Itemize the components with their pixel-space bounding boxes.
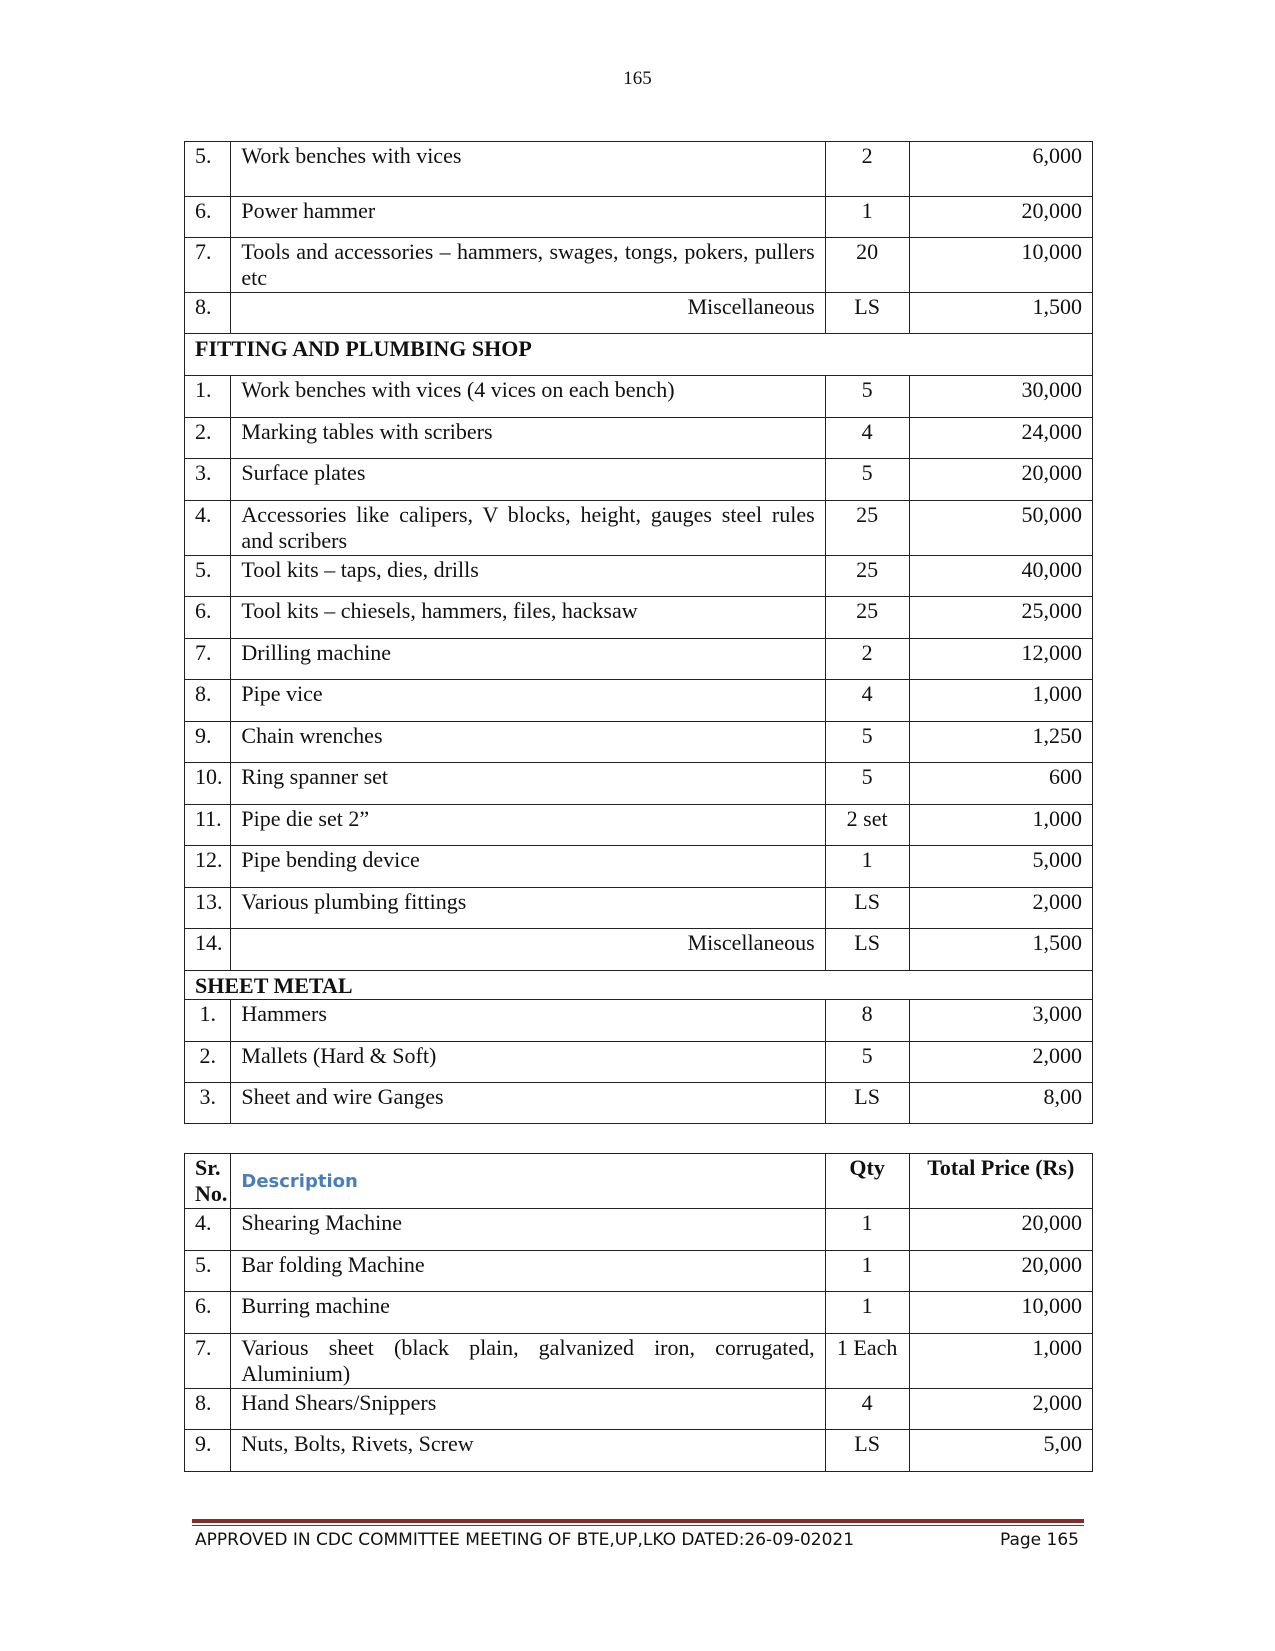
header-qty: Qty: [825, 1154, 909, 1209]
table-row: [185, 376, 1093, 418]
qty-cell: LS: [825, 1083, 909, 1124]
qty-cell: 25: [825, 501, 909, 556]
price-cell: 1,250: [909, 722, 1092, 763]
sr-no-cell: 7.: [185, 639, 231, 680]
qty-cell: 4: [825, 1389, 909, 1430]
header-sr-no: Sr. No.: [185, 1154, 231, 1209]
price-cell: 1,000: [909, 805, 1092, 846]
qty-cell: LS: [825, 1430, 909, 1472]
table-row: [185, 805, 1093, 846]
table-row: [185, 763, 1093, 805]
table-row: [185, 1430, 1093, 1472]
sr-no-cell: 9.: [185, 722, 231, 763]
description-cell: Ring spanner set: [231, 763, 825, 805]
table-row: [185, 1334, 1093, 1389]
footer-rule-thick: [192, 1519, 1084, 1523]
price-cell: 10,000: [909, 1292, 1092, 1334]
price-cell: 1,500: [909, 293, 1092, 334]
table-row: [185, 1389, 1093, 1430]
footer-page-number: Page 165: [999, 1530, 1079, 1550]
description-cell: Various sheet (black plain, galvanized iron, corrugated, Aluminium): [231, 1334, 825, 1389]
description-cell: Miscellaneous: [231, 293, 825, 334]
description-cell: Pipe die set 2”: [231, 805, 825, 846]
price-cell: 6,000: [909, 142, 1092, 197]
qty-cell: 5: [825, 1042, 909, 1083]
qty-cell: 1: [825, 846, 909, 888]
sr-no-cell: 6.: [185, 197, 231, 238]
price-cell: 24,000: [909, 418, 1092, 459]
table-header-row: [185, 1154, 1093, 1209]
table-row: [185, 238, 1093, 293]
price-cell: 1,500: [909, 929, 1092, 971]
table-row: [185, 1000, 1093, 1042]
sr-no-cell: 14.: [185, 929, 231, 971]
sr-no-cell: 12.: [185, 846, 231, 888]
qty-cell: 20: [825, 238, 909, 293]
table-row: [185, 1292, 1093, 1334]
description-cell: Drilling machine: [231, 639, 825, 680]
qty-cell: 1: [825, 1292, 909, 1334]
sr-no-cell: 11.: [185, 805, 231, 846]
description-cell: Accessories like calipers, V blocks, height, gauges steel rules and scribers: [231, 501, 825, 556]
qty-cell: 25: [825, 556, 909, 597]
price-cell: 20,000: [909, 1209, 1092, 1251]
table-row: [185, 1251, 1093, 1292]
description-cell: Miscellaneous: [231, 929, 825, 971]
description-cell: Hand Shears/Snippers: [231, 1389, 825, 1430]
sr-no-cell: 6.: [185, 1292, 231, 1334]
table-row: [185, 1209, 1093, 1251]
description-cell: Chain wrenches: [231, 722, 825, 763]
qty-cell: 5: [825, 376, 909, 418]
price-cell: 30,000: [909, 376, 1092, 418]
description-cell: Hammers: [231, 1000, 825, 1042]
description-cell: Power hammer: [231, 197, 825, 238]
qty-cell: 5: [825, 459, 909, 501]
section-heading-row: [185, 971, 1093, 1000]
table-row: [185, 888, 1093, 929]
page-number-top: 165: [623, 68, 652, 89]
description-cell: Pipe vice: [231, 680, 825, 722]
price-cell: 2,000: [909, 888, 1092, 929]
sr-no-cell: 5.: [185, 142, 231, 197]
sr-no-cell: 8.: [185, 680, 231, 722]
price-cell: 5,000: [909, 846, 1092, 888]
header-description: Description: [231, 1154, 825, 1209]
description-cell: Pipe bending device: [231, 846, 825, 888]
table-row: [185, 501, 1093, 556]
table-row: [185, 722, 1093, 763]
qty-cell: LS: [825, 929, 909, 971]
price-cell: 20,000: [909, 1251, 1092, 1292]
description-cell: Work benches with vices: [231, 142, 825, 197]
section-heading-row: [185, 334, 1093, 376]
price-cell: 600: [909, 763, 1092, 805]
price-cell: 2,000: [909, 1389, 1092, 1430]
header-total-price: Total Price (Rs): [909, 1154, 1092, 1209]
qty-cell: 1: [825, 197, 909, 238]
sr-no-cell: 5.: [185, 1251, 231, 1292]
equipment-table-2: [184, 1153, 1093, 1472]
qty-cell: 8: [825, 1000, 909, 1042]
qty-cell: 1 Each: [825, 1334, 909, 1389]
sr-no-cell: 2.: [185, 418, 231, 459]
table-row: [185, 680, 1093, 722]
description-cell: Various plumbing fittings: [231, 888, 825, 929]
table-row: [185, 418, 1093, 459]
sr-no-cell: 5.: [185, 556, 231, 597]
equipment-table-1: [184, 141, 1093, 1124]
description-cell: Tools and accessories – hammers, swages, tongs, pokers, pullers etc: [231, 238, 825, 293]
description-cell: Surface plates: [231, 459, 825, 501]
price-cell: 40,000: [909, 556, 1092, 597]
qty-cell: 1: [825, 1251, 909, 1292]
sr-no-cell: 4.: [185, 1209, 231, 1251]
price-cell: 1,000: [909, 680, 1092, 722]
footer-approval-text: APPROVED IN CDC COMMITTEE MEETING OF BTE,UP,LKO DATED:26-09-02021: [195, 1530, 855, 1550]
table-row: [185, 293, 1093, 334]
description-cell: Work benches with vices (4 vices on each bench): [231, 376, 825, 418]
description-cell: Shearing Machine: [231, 1209, 825, 1251]
sr-no-cell: 1.: [185, 1000, 231, 1042]
qty-cell: LS: [825, 888, 909, 929]
section-heading: FITTING AND PLUMBING SHOP: [185, 334, 1093, 376]
price-cell: 20,000: [909, 197, 1092, 238]
description-cell: Tool kits – taps, dies, drills: [231, 556, 825, 597]
sr-no-cell: 13.: [185, 888, 231, 929]
sr-no-cell: 7.: [185, 1334, 231, 1389]
sr-no-cell: 8.: [185, 1389, 231, 1430]
sr-no-cell: 9.: [185, 1430, 231, 1472]
description-cell: Tool kits – chiesels, hammers, files, hacksaw: [231, 597, 825, 639]
sr-no-cell: 7.: [185, 238, 231, 293]
qty-cell: 2 set: [825, 805, 909, 846]
price-cell: 8,00: [909, 1083, 1092, 1124]
qty-cell: 5: [825, 763, 909, 805]
description-cell: Marking tables with scribers: [231, 418, 825, 459]
sr-no-cell: 10.: [185, 763, 231, 805]
sr-no-cell: 3.: [185, 1083, 231, 1124]
sr-no-cell: 4.: [185, 501, 231, 556]
price-cell: 3,000: [909, 1000, 1092, 1042]
description-cell: Bar folding Machine: [231, 1251, 825, 1292]
qty-cell: 4: [825, 418, 909, 459]
table-row: [185, 197, 1093, 238]
qty-cell: LS: [825, 293, 909, 334]
price-cell: 25,000: [909, 597, 1092, 639]
sr-no-cell: 1.: [185, 376, 231, 418]
description-cell: Mallets (Hard & Soft): [231, 1042, 825, 1083]
table-row: [185, 556, 1093, 597]
sr-no-cell: 6.: [185, 597, 231, 639]
price-cell: 1,000: [909, 1334, 1092, 1389]
qty-cell: 2: [825, 639, 909, 680]
price-cell: 20,000: [909, 459, 1092, 501]
price-cell: 12,000: [909, 639, 1092, 680]
footer-rule-thin: [192, 1525, 1084, 1526]
sr-no-cell: 2.: [185, 1042, 231, 1083]
qty-cell: 5: [825, 722, 909, 763]
price-cell: 50,000: [909, 501, 1092, 556]
qty-cell: 2: [825, 142, 909, 197]
sr-no-cell: 3.: [185, 459, 231, 501]
table-row: [185, 597, 1093, 639]
price-cell: 2,000: [909, 1042, 1092, 1083]
table-row: [185, 142, 1093, 197]
table-row: [185, 459, 1093, 501]
table-row: [185, 639, 1093, 680]
description-cell: Burring machine: [231, 1292, 825, 1334]
qty-cell: 25: [825, 597, 909, 639]
qty-cell: 4: [825, 680, 909, 722]
table-row: [185, 929, 1093, 971]
price-cell: 10,000: [909, 238, 1092, 293]
table-row: [185, 846, 1093, 888]
price-cell: 5,00: [909, 1430, 1092, 1472]
qty-cell: 1: [825, 1209, 909, 1251]
table-row: [185, 1042, 1093, 1083]
description-cell: Nuts, Bolts, Rivets, Screw: [231, 1430, 825, 1472]
description-cell: Sheet and wire Ganges: [231, 1083, 825, 1124]
table-row: [185, 1083, 1093, 1124]
section-heading: SHEET METAL: [185, 971, 1093, 1000]
sr-no-cell: 8.: [185, 293, 231, 334]
